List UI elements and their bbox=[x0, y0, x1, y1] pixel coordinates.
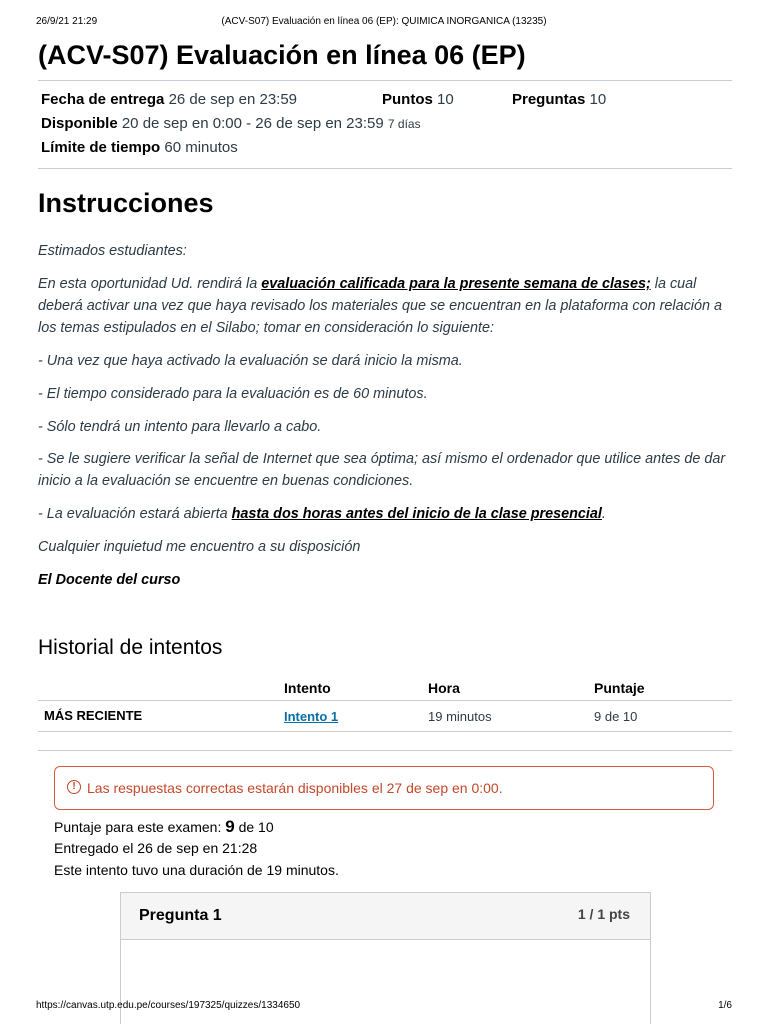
signature-text: El Docente del curso bbox=[38, 572, 181, 588]
table-header-divider bbox=[38, 700, 732, 701]
time-limit-detail bbox=[41, 139, 238, 156]
column-header-time: Hora bbox=[428, 680, 460, 696]
submitted-at: Entregado el 26 de sep en 21:28 bbox=[54, 840, 258, 856]
time-limit-value: 60 minutos bbox=[164, 139, 238, 156]
warning-icon: ! bbox=[67, 780, 81, 794]
attempt-duration: Este intento tuvo una duración de 19 minutos. bbox=[54, 862, 339, 878]
item-5-text: - La evaluación estará abierta bbox=[38, 506, 232, 522]
instructions-greeting: Estimados estudiantes: bbox=[38, 243, 187, 259]
question-points: 1 / 1 pts bbox=[577, 906, 630, 922]
instructions-signature bbox=[38, 569, 732, 591]
print-footer bbox=[36, 1000, 732, 1014]
attempt-time: 19 minutos bbox=[428, 709, 492, 724]
score-label: Puntaje para este examen: bbox=[54, 819, 226, 835]
alert-message: Las respuestas correctas estarán disponibles el 27 de sep en 0:00. bbox=[87, 780, 503, 796]
points-value: 10 bbox=[437, 91, 454, 108]
exam-score bbox=[54, 817, 274, 837]
divider bbox=[38, 750, 732, 751]
quiz-details-row-1 bbox=[41, 91, 297, 108]
due-date-value: 26 de sep en 23:59 bbox=[168, 91, 298, 108]
available-value: 20 de sep en 0:00 - 26 de sep en 23:59 bbox=[121, 115, 384, 132]
intro-text: En esta oportunidad Ud. rendirá la bbox=[38, 276, 262, 292]
correct-answers-alert bbox=[54, 766, 714, 810]
print-header bbox=[36, 16, 732, 30]
column-header-attempt: Intento bbox=[284, 680, 331, 696]
attempt-1-link[interactable]: Intento 1 bbox=[284, 709, 339, 724]
question-header bbox=[121, 893, 650, 940]
instructions-closing: Cualquier inquietud me encuentro a su disposición bbox=[38, 539, 361, 555]
attempt-score: 9 de 10 bbox=[594, 709, 638, 724]
score-value: 9 bbox=[225, 817, 235, 836]
points-label: Puntos bbox=[382, 91, 433, 108]
due-date-label: Fecha de entrega bbox=[41, 91, 165, 108]
print-page-number: 1/6 bbox=[718, 1000, 732, 1011]
intro-emphasis: evaluación calificada para la presente semana de clases; bbox=[261, 276, 651, 292]
question-title: Pregunta 1 bbox=[139, 907, 222, 924]
instructions-intro bbox=[38, 273, 732, 339]
row-label-most-recent: MÁS RECIENTE bbox=[44, 708, 143, 723]
item-5-end: . bbox=[601, 506, 606, 522]
questions-label: Preguntas bbox=[512, 91, 586, 108]
available-days: 7 días bbox=[387, 117, 421, 131]
questions-value: 10 bbox=[589, 91, 607, 108]
instruction-item-3: - Sólo tendrá un intento para llevarlo a cabo. bbox=[38, 419, 322, 435]
attempt-history-heading: Historial de intentos bbox=[38, 636, 223, 659]
instruction-item-1: - Una vez que haya activado la evaluación se dará inicio la misma. bbox=[38, 353, 463, 369]
availability-detail bbox=[41, 115, 421, 132]
instructions-heading: Instrucciones bbox=[38, 188, 214, 218]
score-total: de 10 bbox=[234, 819, 274, 835]
item-5-emphasis: hasta dos horas antes del inicio de la clase presencial bbox=[231, 506, 602, 522]
divider bbox=[38, 80, 732, 81]
available-label: Disponible bbox=[41, 115, 118, 132]
page-title: (ACV-S07) Evaluación en línea 06 (EP) bbox=[38, 40, 526, 70]
table-row-divider bbox=[38, 731, 732, 732]
column-header-score: Puntaje bbox=[594, 680, 645, 696]
instruction-item-5 bbox=[38, 503, 732, 525]
intro-text-continued: la cual deberá activar una vez que haya revisado los materiales que se encuentran en la plataforma con relación a los temas estipulados en el Silabo; tomar en consideración lo siguiente: bbox=[38, 276, 722, 336]
print-document-title: (ACV-S07) Evaluación en línea 06 (EP): QUIMICA INORGANICA (13235) bbox=[221, 16, 547, 27]
instruction-item-2: - El tiempo considerado para la evaluación es de 60 minutos. bbox=[38, 386, 428, 402]
questions-detail bbox=[512, 91, 606, 108]
instruction-item-4: - Se le sugiere verificar la señal de Internet que sea óptima; así mismo el ordenador que utilice antes de dar inicio a la evaluación se encuentre en buenas condiciones. bbox=[38, 451, 726, 489]
divider bbox=[38, 168, 732, 169]
time-limit-label: Límite de tiempo bbox=[41, 139, 161, 156]
print-url: https://canvas.utp.edu.pe/courses/197325/quizzes/1334650 bbox=[36, 1000, 301, 1011]
print-datetime: 26/9/21 21:29 bbox=[36, 16, 98, 27]
points-detail bbox=[382, 91, 454, 108]
